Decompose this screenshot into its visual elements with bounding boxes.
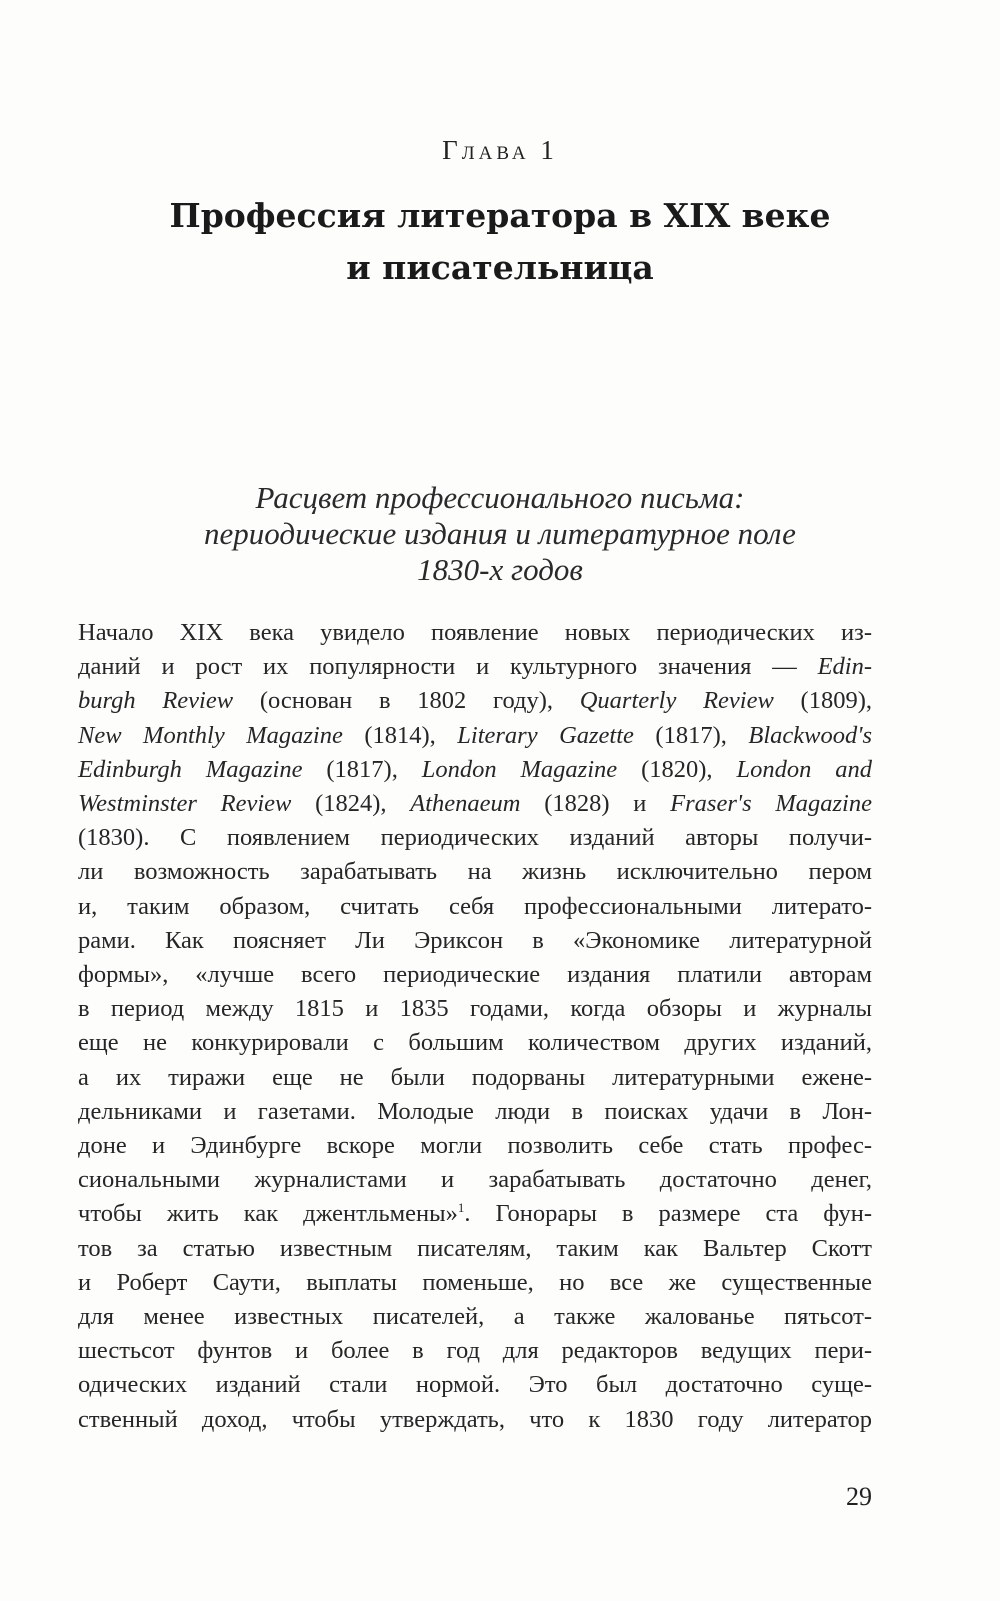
text-run: даний и рост их популярности и культурного значения — xyxy=(78,653,818,681)
text-run: (1828) и xyxy=(520,790,671,818)
text-line: и, таким образом, считать себя профессиональными литерато- xyxy=(78,892,872,920)
text-line: сиональными журналистами и зарабатывать достаточно денег, xyxy=(78,1166,872,1194)
journal-title: Westminster Review xyxy=(78,790,292,818)
chapter-title-line: Профессия литератора в XIX веке xyxy=(169,196,831,235)
text-line: формы», «лучше всего периодические издания платили авторам xyxy=(78,961,872,989)
journal-title: Quarterly Review xyxy=(579,687,774,715)
text-run: (1824), xyxy=(291,790,411,818)
text-line: дельниками и газетами. Молодые люди в поисках удачи в Лон- xyxy=(78,1097,872,1125)
journal-title: Edin- xyxy=(817,653,872,681)
text-line xyxy=(78,719,872,753)
text-line: Начало XIX века увидело появление новых периодических из- xyxy=(78,619,872,646)
journal-title: New Monthly Magazine xyxy=(78,721,343,749)
footnote-marker[interactable]: 1 xyxy=(457,1200,465,1216)
section-title-line: 1830-х годов xyxy=(417,552,583,587)
section-title-line: Расцвет профессионального письма: xyxy=(255,480,745,515)
text-line: одических изданий стали нормой. Это был достаточно суще- xyxy=(78,1371,872,1399)
text-run: (1820), xyxy=(617,755,737,783)
text-line: ли возможность зарабатывать на жизнь исключительно пером xyxy=(78,858,872,886)
text-line xyxy=(78,1197,872,1231)
chapter-title xyxy=(0,190,1000,294)
journal-title: London and xyxy=(736,755,872,783)
journal-title: Edinburgh Magazine xyxy=(78,755,303,783)
journal-title: burgh Review xyxy=(78,687,234,715)
journal-title: Blackwood's xyxy=(748,721,872,749)
text-line: (1830). С появлением периодических изданий авторы получи- xyxy=(78,824,872,852)
text-run: (1817), xyxy=(302,755,422,783)
section-title-line: периодические издания и литературное поле xyxy=(204,516,796,551)
text-line: шестьсот фунтов и более в год для редакторов ведущих пери- xyxy=(78,1337,872,1365)
chapter-label: Глава 1 xyxy=(442,135,558,165)
page-number: 29 xyxy=(846,1482,872,1511)
text-line: тов за статью известным писателям, таким как Вальтер Скотт xyxy=(78,1234,872,1262)
body-paragraph xyxy=(78,616,872,1437)
text-run: . Гонорары в размере ста фун- xyxy=(464,1200,872,1228)
text-line: а их тиражи еще не были подорваны литературными еженe- xyxy=(78,1063,872,1091)
text-line xyxy=(78,787,872,821)
journal-title: Athenaeum xyxy=(410,790,521,818)
text-line: в период между 1815 и 1835 годами, когда обзоры и журналы xyxy=(78,995,872,1023)
journal-title: Literary Gazette xyxy=(457,721,634,749)
text-run: (1817), xyxy=(633,721,749,749)
journal-title: London Magazine xyxy=(421,755,618,783)
section-title xyxy=(0,480,1000,588)
text-line: и Роберт Саути, выплаты поменьше, но все же существенные xyxy=(78,1268,872,1296)
text-run: чтобы жить как джентльмены» xyxy=(78,1200,458,1228)
text-line xyxy=(78,753,872,787)
text-line: доне и Эдинбурге вскоре могли позволить себе стать профес- xyxy=(78,1132,872,1160)
text-run: (1809), xyxy=(773,687,872,715)
text-line xyxy=(78,650,872,684)
chapter-title-line: и писательница xyxy=(346,248,654,287)
text-run: (основан в 1802 году), xyxy=(233,687,580,715)
text-line: еще не конкурировали с большим количеством других изданий, xyxy=(78,1029,872,1057)
text-line: рами. Как поясняет Ли Эриксон в «Экономике литературной xyxy=(78,926,872,954)
text-line: ственный доход, чтобы утверждать, что к 1830 году литератор xyxy=(78,1405,872,1433)
text-line xyxy=(78,684,872,718)
text-run: (1814), xyxy=(342,721,458,749)
text-line: для менее известных писателей, а также жалованье пятьсот- xyxy=(78,1303,872,1331)
journal-title: Fraser's Magazine xyxy=(670,790,872,818)
